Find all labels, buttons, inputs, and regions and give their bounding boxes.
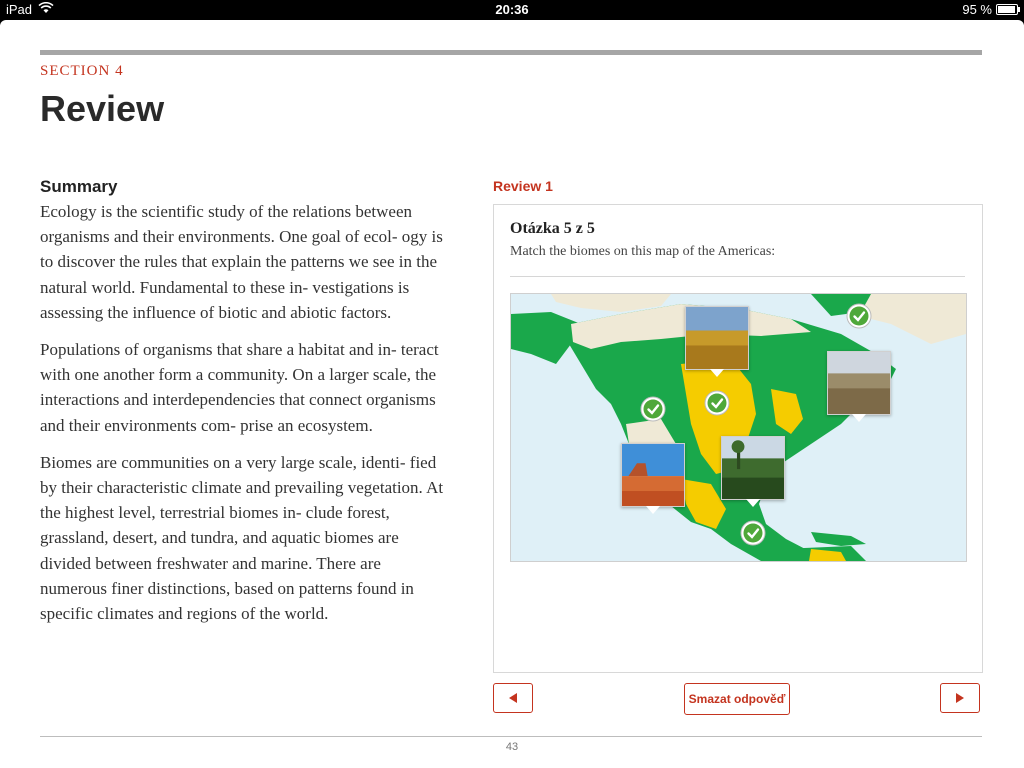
americas-biome-map[interactable] — [510, 293, 967, 562]
page-number: 43 — [505, 741, 519, 753]
summary-paragraph-3: Biomes are communities on a very large scale, identi- fied by their characteristic climate and prevailing vegetation. At the highest level, terrestrial biomes in- clude forest, grassland, desert, and tundra, and aquatic biomes are divided between freshwater and marine. There are numerous finer distinctions, based on patterns found in specific climates and regions of the world. — [40, 452, 444, 624]
triangle-left-icon — [507, 692, 519, 704]
tundra-photo — [828, 352, 890, 414]
book-page — [0, 20, 1024, 768]
clear-answers-button[interactable]: Smazat odpověď — [684, 683, 790, 715]
summary-column — [40, 177, 450, 638]
check-icon-forest — [740, 520, 766, 546]
summary-paragraph-2: Populations of organisms that share a habitat and in- teract with one another form a community. On a larger scale, the interactions and interdependencies that connect organisms and their environments com- prise an ecosystem. — [40, 340, 439, 435]
check-icon-grassland — [704, 390, 730, 416]
section-label: SECTION 4 — [40, 63, 124, 79]
tundra-photo-tile[interactable] — [827, 351, 891, 415]
desert-photo-tile[interactable] — [621, 443, 685, 507]
review-quiz-card — [493, 204, 983, 673]
previous-question-button[interactable] — [493, 683, 533, 713]
battery-icon — [996, 4, 1018, 15]
desert-photo — [622, 444, 684, 506]
check-icon-desert — [640, 396, 666, 422]
top-rule — [40, 50, 982, 55]
page-title: Review — [40, 88, 165, 129]
next-question-button[interactable] — [940, 683, 980, 713]
grassland-photo — [686, 307, 748, 369]
summary-heading: Summary — [40, 177, 118, 196]
grassland-photo-tile[interactable] — [685, 306, 749, 370]
question-title: Otázka 5 z 5 — [510, 220, 595, 237]
check-icon-tundra — [846, 303, 872, 329]
question-divider — [510, 276, 965, 277]
status-bar — [0, 0, 1024, 20]
triangle-right-icon — [954, 692, 966, 704]
summary-paragraph-1: Ecology is the scientific study of the relations between organisms and their environments. One goal of ecol- ogy is to discover the rules that explain the patterns we see in the natural world. Fundamental to these in- vestigations is assessing the influence of biotic and abiotic factors. — [40, 202, 443, 322]
bottom-rule — [40, 736, 982, 737]
device-label: iPad — [6, 2, 33, 17]
question-text: Match the biomes on this map of the Americas: — [510, 244, 776, 259]
clock: 20:36 — [495, 2, 529, 17]
forest-photo — [722, 437, 784, 499]
battery-percent: 95 % — [962, 2, 992, 17]
forest-photo-tile[interactable] — [721, 436, 785, 500]
review-label: Review 1 — [493, 178, 553, 194]
